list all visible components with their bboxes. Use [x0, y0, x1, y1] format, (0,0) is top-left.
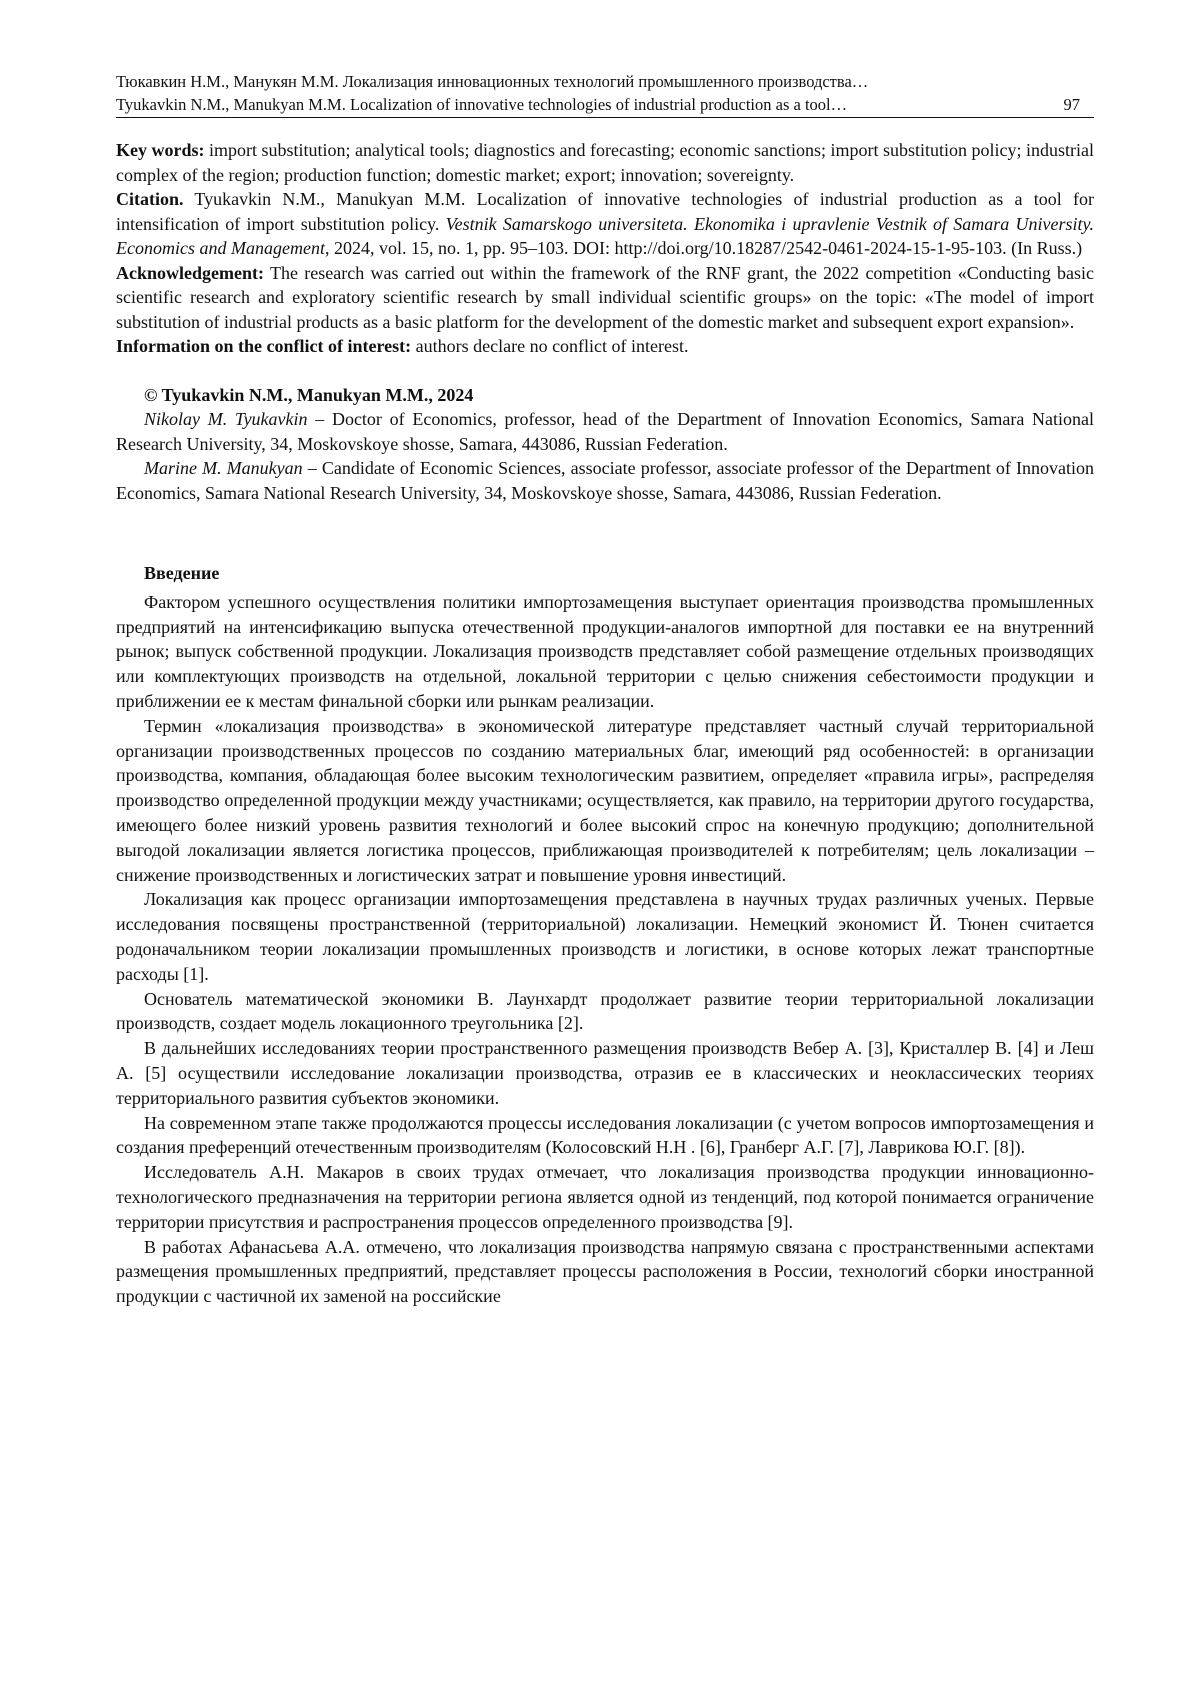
- keywords: [116, 138, 1094, 187]
- copyright-block: [116, 383, 1094, 506]
- paragraph: В работах Афанасьева А.А. отмечено, что локализация производства напрямую связана с пространственными аспектами размещения промышленных предприятий, представляет процессы расположения в России, технологий сборки иностранной продукции с частичной их заменой на российские: [116, 1236, 1094, 1307]
- author-details: – Doctor of Economics, professor, head of the Department of Innovation Economics, Samara National Research University, 34, Moskovskoye shosse, Samara, 443086, Russian Federation.: [116, 409, 1094, 454]
- header-line-ru: Тюкавкин Н.М., Манукян М.М. Локализация инновационных технологий промышленного производства…: [116, 72, 869, 91]
- copyright-title: © Tyukavkin N.M., Manukyan M.M., 2024: [144, 384, 474, 405]
- keywords-label: Key words:: [116, 140, 205, 160]
- header-line-en-row: [116, 93, 1094, 118]
- paragraph: Фактором успешного осуществления политики импортозамещения выступает ориентация производства промышленных предприятий на интенсификацию выпуска отечественной продукции-аналогов импортной для поставки ее на внутренний рынок; выпуск собственной продукции. Локализация производств представляет собой размещение отдельных производящих или комплектующих производств на отдельной, локальной территории с целью снижения себестоимости продукции и приближении ее к местам финальной сборки или рынкам реализации.: [116, 591, 1094, 711]
- citation-journal: Vestnik Samarskogo universiteta. Ekonomika i upravlenie Vestnik of Samara University. Economics and Management: [116, 213, 1095, 258]
- section-heading: Введение: [144, 563, 220, 583]
- citation-text-after: , 2024, vol. 15, no. 1, pp. 95–103. DOI: http://doi.org/10.18287/2542-0461-2024-15-1-95-103. (In Russ.): [324, 238, 1083, 258]
- conflict-text: authors declare no conflict of interest.: [411, 336, 689, 356]
- paragraph: Исследователь А.Н. Макаров в своих трудах отмечает, что локализация производства продукции инновационно-технологического предназначения на территории региона является одной из тенденций, под которой понимается ограничение территории присутствия и распространения процессов определенного производства [9].: [116, 1162, 1094, 1232]
- citation: [116, 187, 1094, 261]
- paragraph: Термин «локализация производства» в экономической литературе представляет частный случай территориальной организации производственных процессов по созданию материальных благ, имеющий ряд особенностей: в организации производства, компания, обладающая более высоким технологическим развитием, определяет «правила игры», распределяя производство определенной продукции между участниками; осуществляется, как правило, на территории другого государства, имеющего более низкий уровень развития технологий и более высокий спрос на конечную продукцию; дополнительной выгодой локализации является логистика процессов, приближающая производителей к потребителям; цель локализации – снижение производственных и логистических затрат и повышение уровня инвестиций.: [116, 715, 1094, 885]
- header-line-en: Tyukavkin N.M., Manukyan M.M. Localization of innovative technologies of industrial production as a tool…: [116, 95, 848, 114]
- conflict-of-interest: [116, 334, 1094, 359]
- running-header: [116, 70, 1094, 118]
- author-details: – Candidate of Economic Sciences, associate professor, associate professor of the Department of Innovation Economics, Samara National Research University, 34, Moskovskoye shosse, Samara, 443086, Russian Federation.: [116, 458, 1094, 503]
- author-info: [116, 456, 1094, 505]
- author-name: Marine M. Manukyan: [144, 458, 303, 478]
- author-name: Nikolay M. Tyukavkin: [144, 409, 308, 429]
- paragraph: В дальнейших исследованиях теории пространственного размещения производств Вебер А. [3], Кристаллер В. [4] и Леш А. [5] осуществили исследование локализации производства, отразив ее в классических и неоклассических теориях территориального развития субъектов экономики.: [116, 1038, 1094, 1108]
- paragraph: На современном этапе также продолжаются процессы исследования локализации (с учетом вопросов импортозамещения и создания преференций отечественным производителям (Колосовский Н.Н . [6], Гранберг А.Г. [7], Лаврикова Ю.Г. [8]).: [116, 1112, 1094, 1158]
- citation-text-before: Tyukavkin N.M., Manukyan M.M. Localization of innovative technologies of industrial production as a tool for intensification of import substitution policy.: [116, 189, 1094, 234]
- citation-label: Citation.: [116, 189, 184, 209]
- acknowledgement: [116, 261, 1094, 335]
- acknowledgement-label: Acknowledgement:: [116, 262, 264, 283]
- conflict-label: Information on the conflict of interest:: [116, 336, 412, 356]
- paragraph: Локализация как процесс организации импортозамещения представлена в научных трудах различных ученых. Первые исследования посвящены пространственной (территориальной) локализации. Немецкий экономист Й. Тюнен считается родоначальником теории локализации промышленных производств и логистики, в основе которых лежат транспортные расходы [1].: [116, 889, 1094, 984]
- keywords-text: import substitution; analytical tools; diagnostics and forecasting; economic sanctions; import substitution policy; industrial complex of the region; production function; domestic market; export; innovation; sovereignty.: [116, 140, 1094, 185]
- article-metadata: [116, 138, 1094, 505]
- page-number: 97: [1063, 95, 1080, 114]
- page: [116, 70, 1094, 1309]
- author-info: [116, 407, 1094, 456]
- acknowledgement-text: The research was carried out within the framework of the RNF grant, the 2022 competition «Conducting basic scientific research and exploratory scientific research by small individual scientific groups» on the topic: «The model of import substitution of industrial products as a basic platform for the development of the domestic market and subsequent export expansion».: [116, 262, 1094, 332]
- paragraph: Основатель математической экономики В. Лаунхардт продолжает развитие теории территориальной локализации производств, создает модель локационного треугольника [2].: [116, 988, 1094, 1034]
- introduction-section: [116, 561, 1094, 1309]
